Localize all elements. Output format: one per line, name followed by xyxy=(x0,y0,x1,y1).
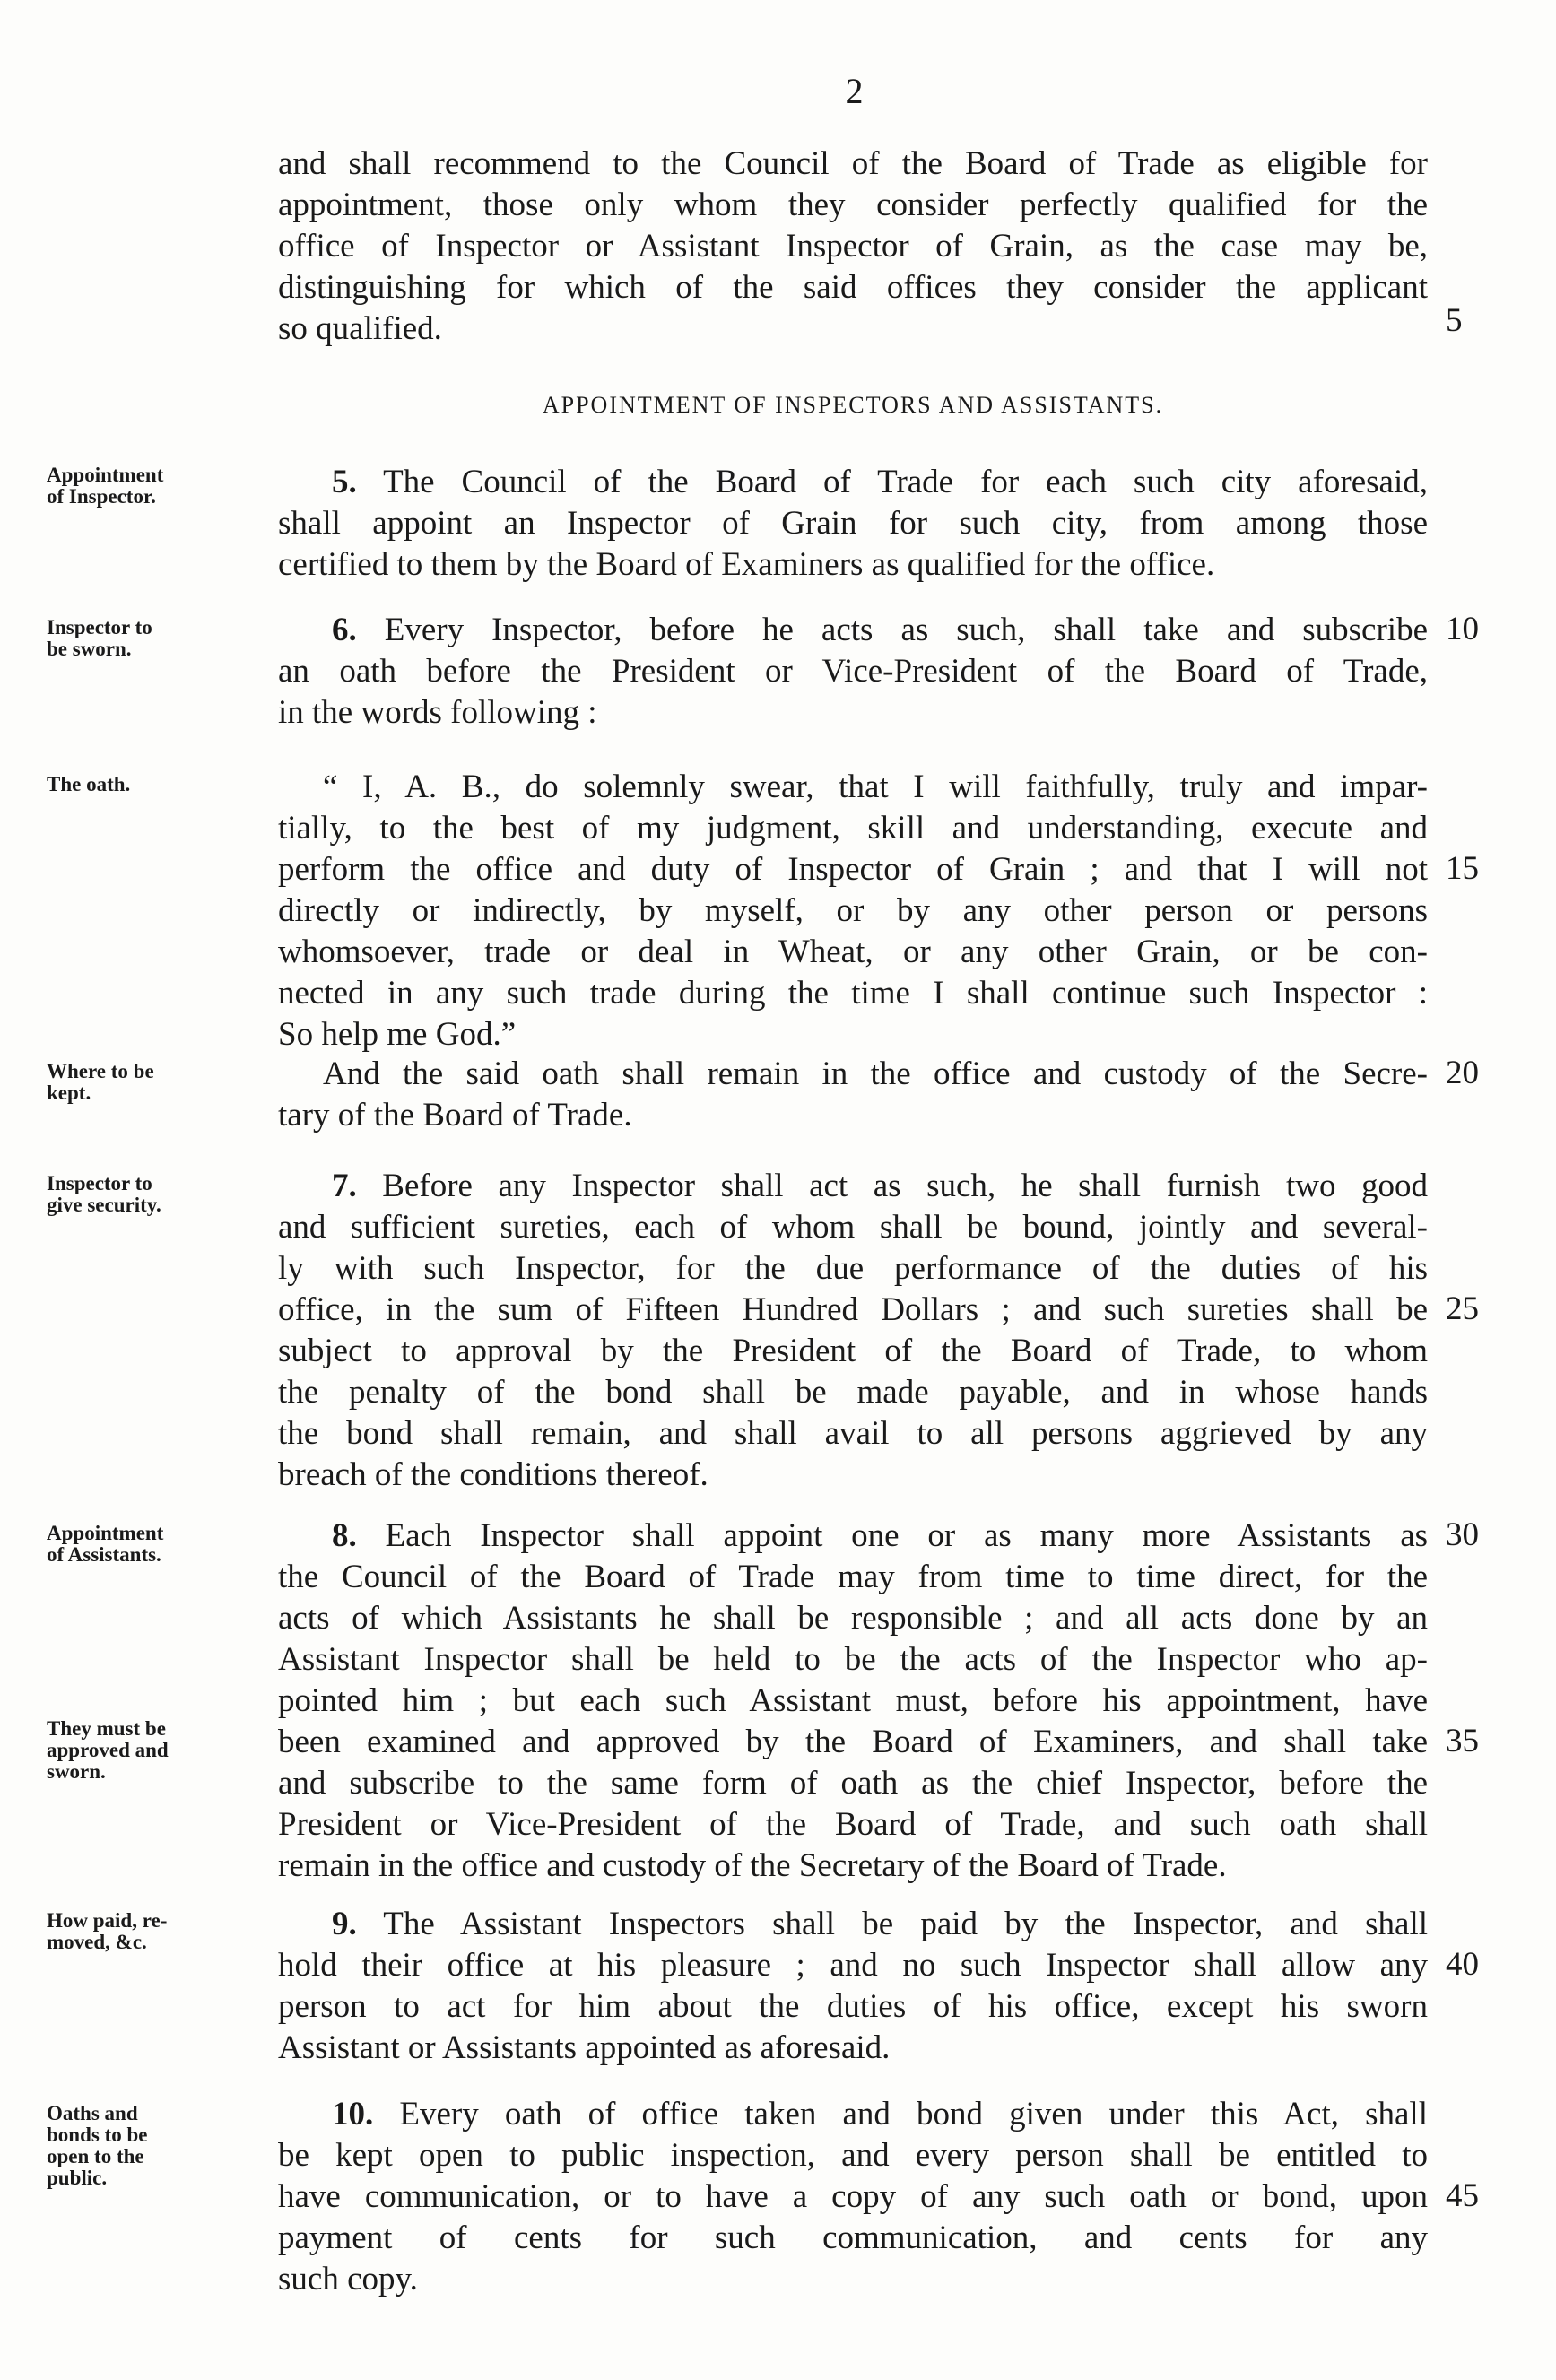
text-line xyxy=(278,610,1428,651)
line-number: 45 xyxy=(1446,2177,1479,2214)
margin-note-line: of Inspector. xyxy=(47,485,156,508)
margin-note-line: be sworn. xyxy=(47,638,132,660)
line-number: 15 xyxy=(1446,850,1479,887)
text-line-content: And the said oath shall remain in the office and custody of the Secre- xyxy=(323,1055,1428,1092)
section-8 xyxy=(278,1516,1428,1887)
margin-note-line: Inspector to xyxy=(47,616,152,638)
text-line-content: The Assistant Inspectors shall be paid by the Inspector, and shall xyxy=(383,1906,1428,1942)
margin-note-line: moved, &c. xyxy=(47,1931,147,1953)
text-line xyxy=(278,1904,1428,1945)
page-number: 2 xyxy=(845,71,864,111)
text-line: tially, to the best of my judgment, skill and understanding, execute and xyxy=(278,810,1428,847)
margin-note-line: bonds to be xyxy=(47,2124,148,2146)
text-line: the Council of the Board of Trade may from time to time direct, for the xyxy=(278,1559,1428,1595)
margin-note-line: kept. xyxy=(47,1081,91,1104)
custody-paragraph xyxy=(278,1054,1428,1136)
text-line: hold their office at his pleasure ; and no such Inspector shall allow any xyxy=(278,1947,1428,1984)
margin-note-line: They must be xyxy=(47,1717,166,1740)
text-line xyxy=(278,767,1428,808)
text-line: certified to them by the Board of Examiners as qualified for the office. xyxy=(278,546,1215,583)
line-number: 30 xyxy=(1446,1516,1479,1553)
text-line: and shall recommend to the Council of the Board of Trade as eligible for xyxy=(278,145,1428,182)
text-line: so qualified. xyxy=(278,310,442,347)
text-line: tary of the Board of Trade. xyxy=(278,1097,632,1134)
margin-note-line: Appointment xyxy=(47,1522,164,1544)
section-number: 7. xyxy=(332,1168,357,1204)
oath-text xyxy=(278,767,1428,1055)
margin-note-line: public. xyxy=(47,2167,108,2189)
text-line: distinguishing for which of the said offices they consider the applicant xyxy=(278,269,1428,306)
text-line: an oath before the President or Vice-President of the Board of Trade, xyxy=(278,653,1428,690)
text-line: pointed him ; but each such Assistant must, before his appointment, have xyxy=(278,1682,1428,1719)
text-line: subject to approval by the President of the Board of Trade, to whom xyxy=(278,1333,1428,1369)
margin-note-line: give security. xyxy=(47,1194,161,1216)
margin-note xyxy=(47,1173,271,1216)
section-number: 6. xyxy=(332,612,357,648)
intro-paragraph xyxy=(278,143,1428,350)
text-line: payment of cents for such communication, and cents for any xyxy=(278,2219,1428,2256)
text-line-content: Each Inspector shall appoint one or as many more Assistants as xyxy=(385,1517,1429,1554)
text-line: and sufficient sureties, each of whom shall be bound, jointly and several- xyxy=(278,1209,1428,1246)
text-line: Assistant or Assistants appointed as aforesaid. xyxy=(278,2029,891,2066)
line-number: 40 xyxy=(1446,1946,1479,1983)
section-heading: APPOINTMENT OF INSPECTORS AND ASSISTANTS. xyxy=(542,392,1164,418)
section-number: 10. xyxy=(332,2096,374,2132)
section-number: 5. xyxy=(332,464,357,500)
text-line: ly with such Inspector, for the due performance of the duties of his xyxy=(278,1250,1428,1287)
margin-note-line: Appointment xyxy=(47,464,164,486)
margin-note-line: open to the xyxy=(47,2145,144,2167)
section-6 xyxy=(278,610,1428,734)
text-line: been examined and approved by the Board of Examiners, and shall take xyxy=(278,1724,1428,1760)
line-number: 5 xyxy=(1446,302,1463,339)
line-number: 25 xyxy=(1446,1290,1479,1327)
margin-note-line: sworn. xyxy=(47,1760,106,1783)
text-line: such copy. xyxy=(278,2261,418,2297)
text-line: shall appoint an Inspector of Grain for such city, from among those xyxy=(278,505,1428,542)
margin-note-line: Oaths and xyxy=(47,2102,138,2124)
section-7 xyxy=(278,1166,1428,1496)
text-line xyxy=(278,1516,1428,1557)
text-line: directly or indirectly, by myself, or by any other person or persons xyxy=(278,892,1428,929)
margin-note xyxy=(47,465,271,508)
margin-note xyxy=(47,1523,271,1566)
margin-note-line: How paid, re- xyxy=(47,1909,168,1932)
text-line: office of Inspector or Assistant Inspector of Grain, as the case may be, xyxy=(278,228,1428,265)
margin-note-line: approved and xyxy=(47,1739,169,1761)
text-line-content: “ I, A. B., do solemnly swear, that I will faithfully, truly and impar- xyxy=(323,769,1428,805)
line-number: 10 xyxy=(1446,611,1479,647)
text-line: and subscribe to the same form of oath as the chief Inspector, before the xyxy=(278,1765,1428,1802)
line-number: 35 xyxy=(1446,1723,1479,1759)
text-line: office, in the sum of Fifteen Hundred Dollars ; and such sureties shall be xyxy=(278,1291,1428,1328)
text-line: person to act for him about the duties of his office, except his sworn xyxy=(278,1988,1428,2025)
text-line xyxy=(278,2094,1428,2135)
section-10 xyxy=(278,2094,1428,2300)
section-number: 9. xyxy=(332,1906,357,1942)
text-line: whomsoever, trade or deal in Wheat, or any other Grain, or be con- xyxy=(278,934,1428,970)
section-9 xyxy=(278,1904,1428,2069)
margin-note xyxy=(47,1910,271,1953)
text-line xyxy=(278,1166,1428,1207)
margin-note-line: of Assistants. xyxy=(47,1543,161,1566)
margin-note xyxy=(47,2103,271,2189)
text-line: in the words following : xyxy=(278,694,597,731)
text-line: President or Vice-President of the Board of Trade, and such oath shall xyxy=(278,1806,1428,1843)
text-line: remain in the office and custody of the Secretary of the Board of Trade. xyxy=(278,1847,1227,1884)
margin-note xyxy=(47,617,271,660)
text-line xyxy=(278,462,1428,503)
text-line: Assistant Inspector shall be held to be the acts of the Inspector who ap- xyxy=(278,1641,1428,1678)
margin-note xyxy=(47,774,271,795)
text-line-content: Every oath of office taken and bond given under this Act, shall xyxy=(399,2096,1428,2132)
text-line-content: The Council of the Board of Trade for each such city aforesaid, xyxy=(383,464,1428,500)
margin-note-line: Where to be xyxy=(47,1060,154,1082)
text-line: acts of which Assistants he shall be responsible ; and all acts done by an xyxy=(278,1600,1428,1637)
section-5 xyxy=(278,462,1428,586)
section-number: 8. xyxy=(332,1517,357,1554)
text-line: perform the office and duty of Inspector of Grain ; and that I will not xyxy=(278,851,1428,888)
margin-note-line: Inspector to xyxy=(47,1172,152,1194)
text-line: So help me God.” xyxy=(278,1016,517,1053)
text-line-content: Before any Inspector shall act as such, he shall furnish two good xyxy=(382,1168,1429,1204)
text-line: the bond shall remain, and shall avail to all persons aggrieved by any xyxy=(278,1415,1428,1452)
text-line: be kept open to public inspection, and every person shall be entitled to xyxy=(278,2137,1428,2174)
margin-note xyxy=(47,1061,271,1104)
margin-note xyxy=(47,1718,271,1783)
line-number: 20 xyxy=(1446,1055,1479,1091)
text-line-content: Every Inspector, before he acts as such, shall take and subscribe xyxy=(384,612,1428,648)
margin-note-line: The oath. xyxy=(47,773,131,795)
text-line xyxy=(278,1054,1428,1095)
text-line: the penalty of the bond shall be made payable, and in whose hands xyxy=(278,1374,1428,1411)
text-line: breach of the conditions thereof. xyxy=(278,1456,708,1493)
text-line: appointment, those only whom they consider perfectly qualified for the xyxy=(278,187,1428,223)
text-line: have communication, or to have a copy of any such oath or bond, upon xyxy=(278,2178,1428,2215)
text-line: nected in any such trade during the time I shall continue such Inspector : xyxy=(278,975,1428,1012)
